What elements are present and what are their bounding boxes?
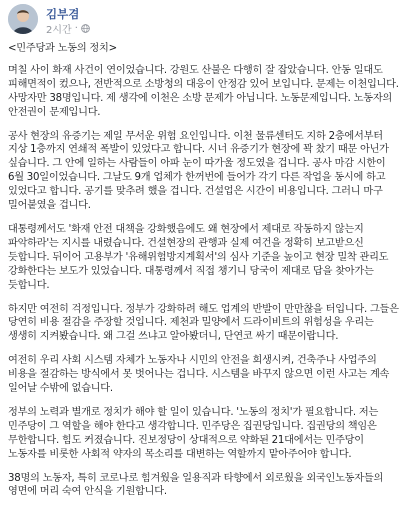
author-name[interactable]: 김부겸 (46, 7, 80, 21)
post-time[interactable]: 2시간 (46, 25, 72, 36)
post-header (8, 4, 403, 34)
paragraph: 공사 현장의 유증기는 제일 무서운 위험 요인입니다. 이천 물류센터도 지하 2층에서부터 지상 1층까지 연쇄적 폭발이 있었다고 합니다. 시너 유증기가 현장에 꽉 찼기 때문 아닌가 싶습니다. 그 안에 일하는 사람들이 아파 눈이 따가울 정도였을 겁니다. 공사 마감 시한이 6월 30일이었습니다. 그날도 9개 업체가 한꺼번에 들어가 각기 다른 작업을 동시에 하고 있었다고 합니다. 공기를 맞추려 했을 겁니다. 건설업은 시간이 비용입니다. 그러니 마구 밀어붙였을 겁니다. (8, 130, 389, 212)
paragraph: 여전히 우리 사회 시스템 자체가 노동자나 시민의 안전을 희생시켜, 건축주나 사업주의 비용을 절감하는 방식에서 못 벗어나는 겁니다. 시스템을 바꾸지 않으면 이런 사고는 계속 일어날 수밖에 없습니다. (8, 355, 390, 395)
paragraph: 대통령께서도 '화재 안전 대책을 강화했음에도 왜 현장에서 제대로 작동하지 않는지 파악하라'는 지시를 내렸습니다. 건설현장의 관행과 실제 여건을 정확히 보고받으신 듯합니다. 뒤이어 고용부가 '유해위험방지계획서'의 심사 기준을 높이고 현장 밀착 관리도 강화한다는 보도가 있었습니다. 대통령께서 직접 챙기니 당국이 제대로 답을 찾아가는 듯합니다. (8, 223, 389, 291)
paragraph: 하지만 여전히 걱정입니다. 정부가 강화하려 해도 업계의 반발이 만만찮을 터입니다. 그들은 당연히 비용 절감을 주장할 것입니다. 제천과 밀양에서 드라이비트의 위험성을 우리는 생생히 지켜봤습니다. 왜 그걸 쓰냐고 알아봤더니, 단연코 싸기 때문이랍니다. (8, 303, 399, 343)
avatar-photo (8, 4, 38, 34)
post-title: <민주당과 노동의 정치> (8, 43, 117, 54)
paragraph: 38명의 노동자, 특히 코로나로 힘겨웠을 일용직과 타향에서 외로웠을 외국인노동자들의 영면에 머리 숙여 안식을 기원합니다. (8, 472, 384, 498)
post-meta (46, 21, 90, 36)
post-body (8, 42, 404, 509)
paragraph: 정부의 노력과 별개로 정치가 해야 할 일이 있습니다. '노동의 정치'가 필요합니다. 저는 민주당이 그 역할을 해야 한다고 생각합니다. 민주당은 집권당입니다. 집권당의 책임은 무한합니다. 힘도 커졌습니다. 진보정당이 상대적으로 약화된 21대에서는 민주당이 노동자를 비롯한 사회적 약자의 목소리를 대변하는 역할까지 맡아주어야 합니다. (8, 406, 379, 460)
avatar[interactable] (8, 4, 38, 34)
separator-dot: · (74, 23, 78, 34)
globe-icon[interactable] (81, 24, 90, 33)
paragraph: 며칠 사이 화재 사건이 연이었습니다. 강원도 산불은 다행히 잘 잡았습니다. 안동 일대도 피해면적이 컸으나, 전반적으로 소방청의 대응이 안정감 있어 보입니다. 문제는 이천입니다. 사망자만 38명입니다. 제 생각에 이천은 소방 문제가 아닙니다. 노동문제입니다. 노동자의 안전권이 문제입니다. (8, 64, 399, 118)
